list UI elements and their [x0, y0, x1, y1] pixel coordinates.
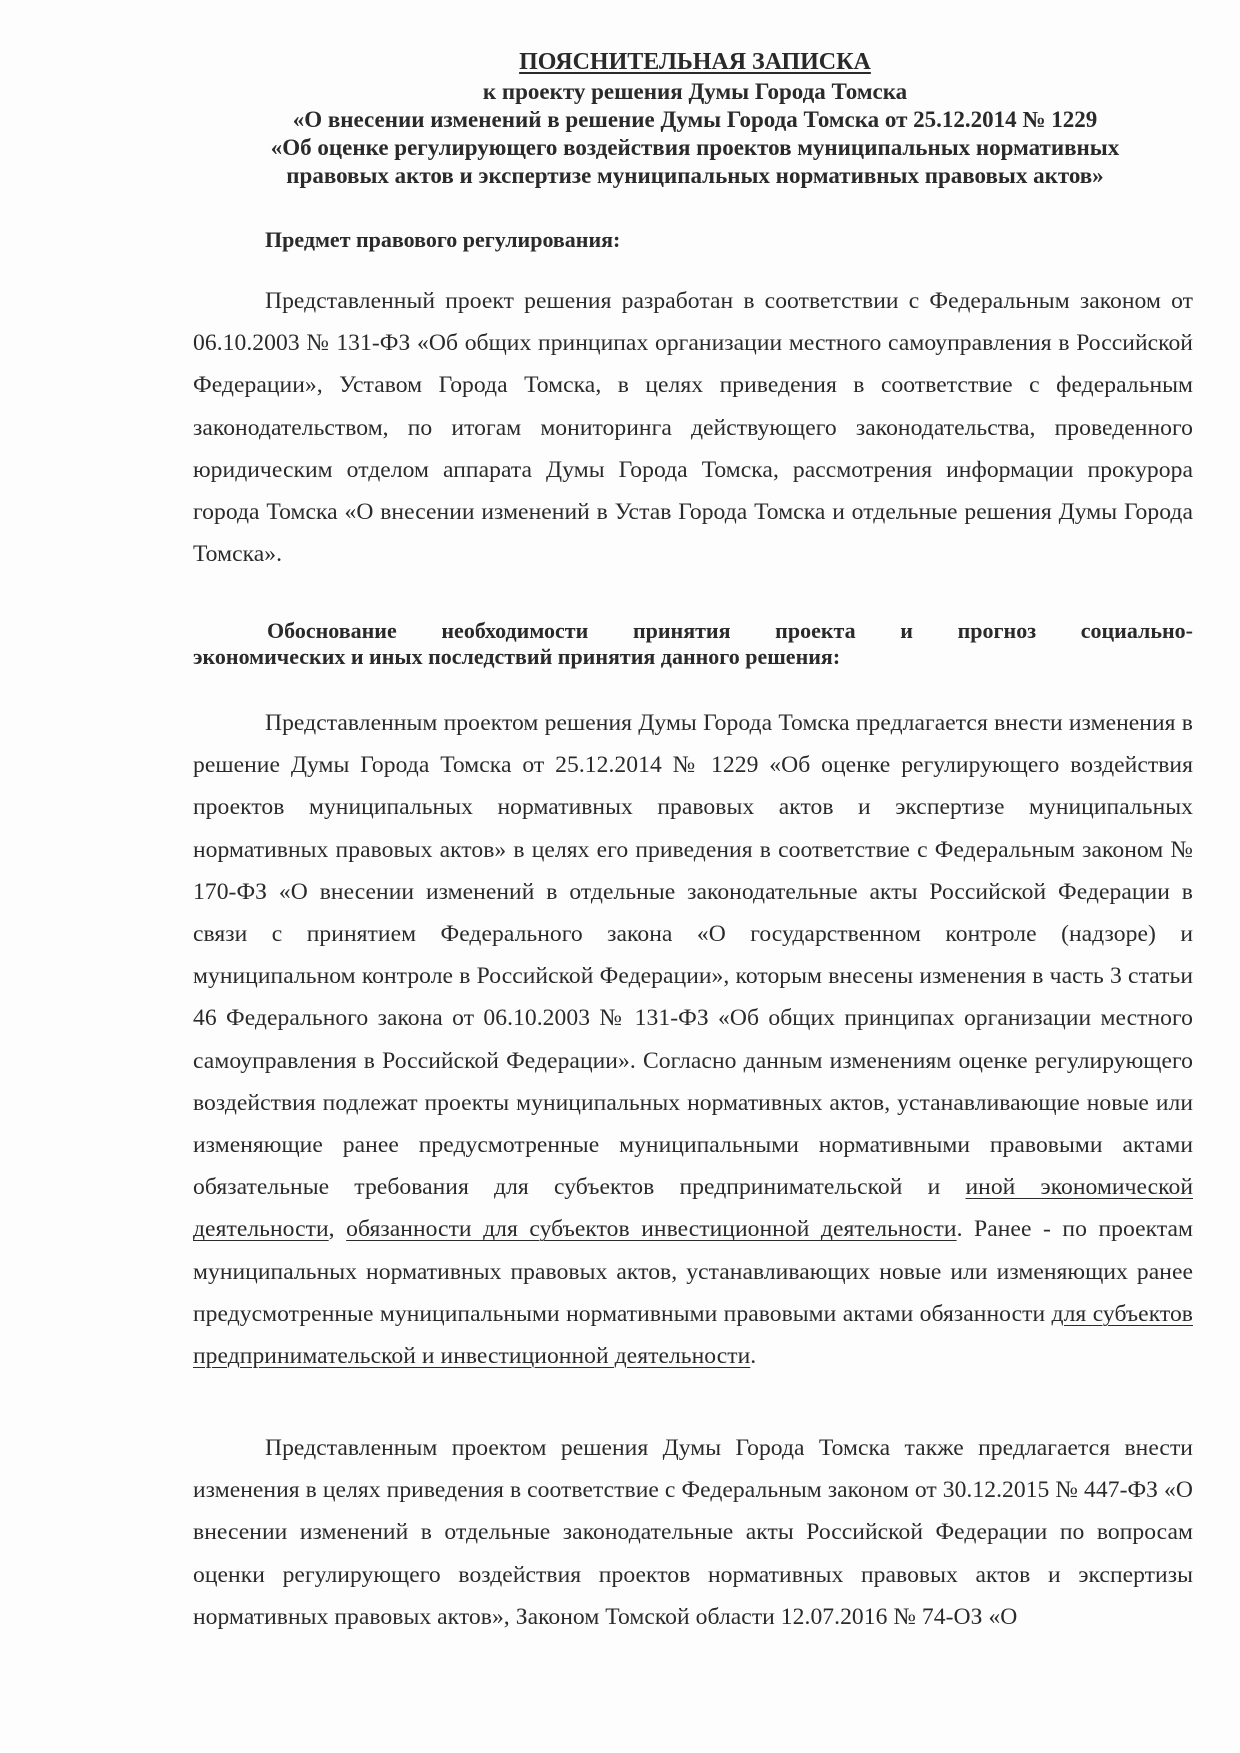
paragraph-additional-changes: Представленным проектом решения Думы Города Томска также предлагается внести изменения в целях приведения в соответствие с Федеральным законом от 30.12.2015 № 447-ФЗ «О внесении изменений в отдельные законодательные акты Российской Федерации по вопросам оценки регулирующего воздействия проектов нормативных правовых актов и экспертизы нормативных правовых актов», Законом Томской области 12.07.2016 № 74-ОЗ «О: [193, 1435, 1193, 1630]
heading-line-2: экономических и иных последствий принятия данного решения:: [193, 644, 841, 669]
paragraph-text: Представленным проектом решения Думы Города Томска предлагается внести изменения в решение Думы Города Томска от 25.12.2014 № 1229 «Об оценке регулирующего воздействия проектов муниципальных нормативных правовых актов и экспертизе муниципальных нормативных правовых актов» в целях его приведения в соответствие с Федеральным законом № 170-ФЗ «О внесении изменений в отдельные законодательные акты Российской Федерации в связи с принятием Федерального закона «О государственном контроле (надзоре) и муниципальном контроле в Российской Федерации», которым внесены изменения в часть 3 статьи 46 Федерального закона от 06.10.2003 № 131-ФЗ «Об общих принципах организации местного самоуправления в Российской Федерации». Согласно данным изменениям оценке регулирующего воздействия подлежат проекты муниципальных нормативных актов, устанавливающие новые или изменяющие ранее предусмотренные муниципальными нормативными правовыми актами обязательные требования для субъектов предпринимательской и: [193, 710, 1193, 1201]
header-decision-title: «О внесении изменений в решение Думы Города Томска от 25.12.2014 № 1229: [292, 107, 1098, 132]
document-title: ПОЯСНИТЕЛЬНАЯ ЗАПИСКА: [519, 49, 871, 75]
header-subtitle: к проекту решения Думы Города Томска: [482, 79, 908, 104]
underlined-phrase: для субъектов предпринимательской и инвестиционной деятельности: [193, 1300, 1193, 1370]
section-heading-justification: [193, 618, 1193, 670]
paragraph-justification: [193, 702, 1193, 1377]
paragraph-text: . Ранее - по проектам муниципальных нормативных правовых актов, устанавливающих новые или изменяющих ранее предусмотренные муниципальными нормативными правовыми актами обязанности: [193, 1216, 1193, 1327]
paragraph-subject: Представленный проект решения разработан в соответствии с Федеральным законом от 06.10.2003 № 131-ФЗ «Об общих принципах организации местного самоуправления в Российской Федерации», Уставом Города Томска, в целях приведения в соответствие с федеральным законодательством, по итогам мониторинга действующего законодательства, проведенного юридическим отделом аппарата Думы Города Томска, рассмотрения информации прокурора города Томска «О внесении изменений в Устав Города Томска и отдельные решения Думы Города Томска».: [193, 288, 1193, 568]
underlined-phrase: иной экономической деятельности: [193, 1174, 1193, 1243]
section-heading-subject: Предмет правового регулирования:: [265, 227, 621, 252]
underlined-phrase: обязанности для субъектов инвестиционной деятельности: [346, 1216, 957, 1243]
header-decision-title-end: правовых актов и экспертизе муниципальных нормативных правовых актов»: [286, 163, 1104, 188]
heading-line-1: Обоснование необходимости принятия проекта и прогноз социально-: [267, 618, 1193, 643]
paragraph-text: ,: [328, 1216, 335, 1243]
document-header: [190, 48, 1200, 190]
paragraph-text: .: [750, 1343, 757, 1370]
header-decision-title-cont: «Об оценке регулирующего воздействия проектов муниципальных нормативных: [270, 135, 1120, 160]
